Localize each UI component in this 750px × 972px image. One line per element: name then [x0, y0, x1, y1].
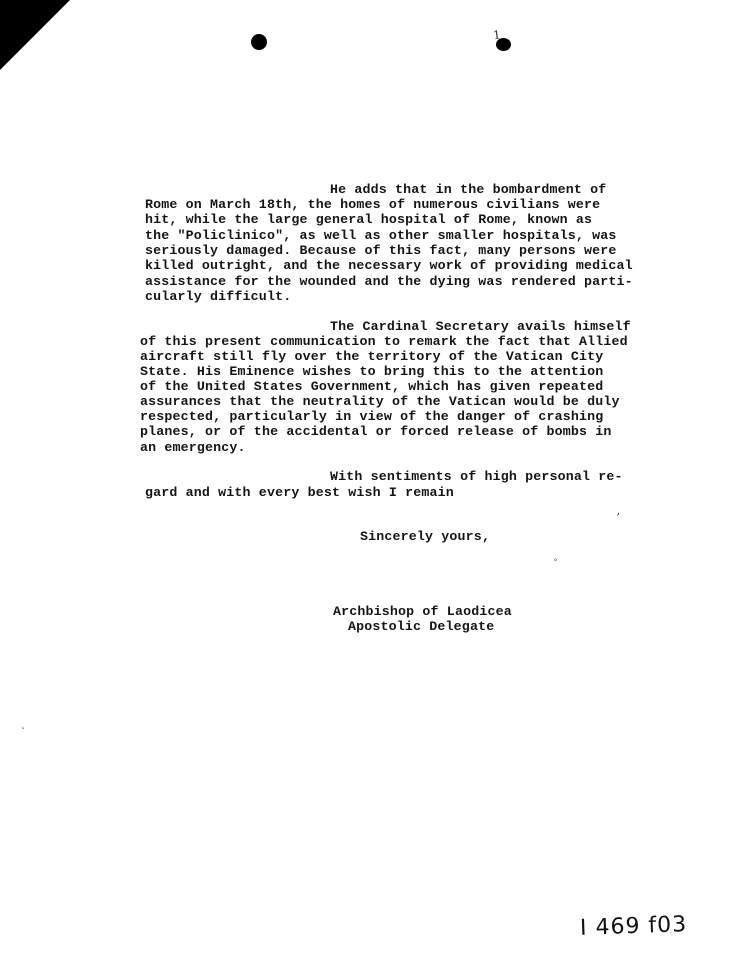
- paragraph-1-line: assistance for the wounded and the dying was rendered parti-: [145, 274, 633, 289]
- paragraph-3-line: With sentiments of high personal re-: [330, 469, 623, 484]
- paragraph-2-line: planes, or of the accidental or forced release of bombs in: [140, 424, 612, 439]
- paragraph-1-line: He adds that in the bombardment of: [330, 182, 607, 197]
- archive-reference: I 469 f03: [579, 912, 688, 941]
- paragraph-2-line: an emergency.: [140, 440, 246, 455]
- paragraph-3-line: gard and with every best wish I remain: [145, 485, 454, 500]
- paragraph-2-line: aircraft still fly over the territory of the Vatican City: [140, 349, 604, 364]
- stray-mark: ʻ: [20, 727, 27, 738]
- paragraph-2-line: of the United States Government, which has given repeated: [140, 379, 604, 394]
- paragraph-1-line: cularly difficult.: [145, 289, 292, 304]
- paragraph-2-line: State. His Eminence wishes to bring this to the attention: [140, 364, 604, 379]
- stray-mark: ,: [616, 507, 623, 518]
- paragraph-2-line: respected, particularly in view of the danger of crashing: [140, 409, 604, 424]
- closing: Sincerely yours,: [360, 529, 491, 544]
- paragraph-1-line: Rome on March 18th, the homes of numerous civilians were: [145, 197, 601, 212]
- paragraph-1-line: seriously damaged. Because of this fact, many persons were: [145, 243, 617, 258]
- paragraph-1-line: the "Policlinico", as well as other smaller hospitals, was: [145, 228, 617, 243]
- paragraph-2-line: of this present communication to remark the fact that Allied: [140, 334, 628, 349]
- paragraph-1-line: hit, while the large general hospital of Rome, known as: [145, 212, 593, 227]
- paragraph-2-line: assurances that the neutrality of the Vatican would be duly: [140, 394, 620, 409]
- paragraph-1-line: killed outright, and the necessary work of providing medical: [145, 258, 633, 273]
- page-corner-shadow: [0, 0, 70, 70]
- stray-mark: °: [553, 558, 558, 567]
- page-number-mark: 1: [492, 27, 502, 43]
- signature-title: Archbishop of Laodicea: [333, 604, 512, 619]
- paragraph-2-line: The Cardinal Secretary avails himself: [330, 319, 631, 334]
- punch-hole-left: [251, 34, 267, 50]
- signature-role: Apostolic Delegate: [348, 619, 495, 634]
